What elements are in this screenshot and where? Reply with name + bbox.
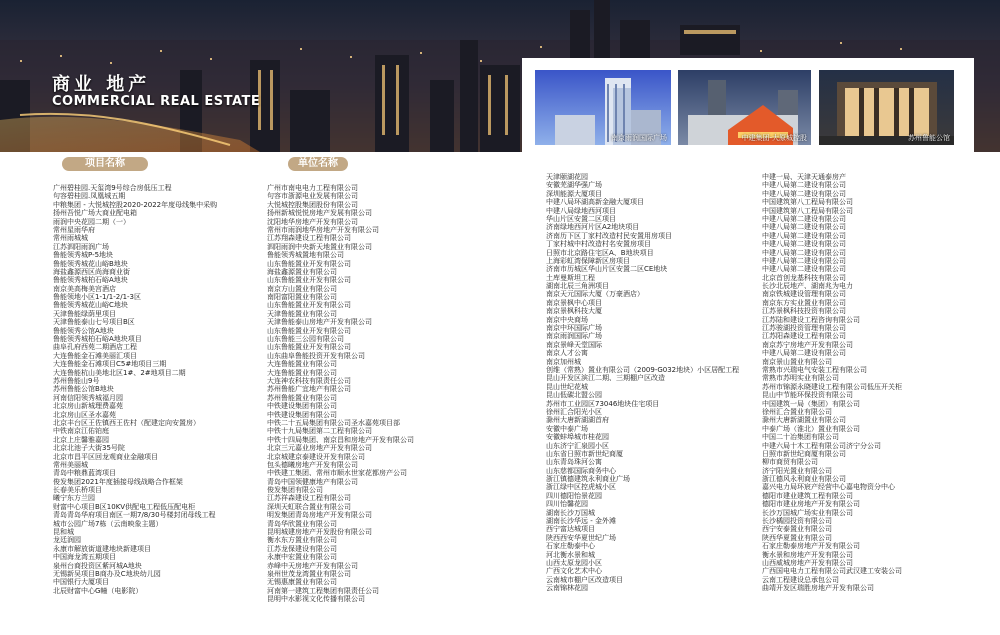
list-item: 常熟市兴瑞电气安装工程有限公司 xyxy=(762,365,867,374)
list-item: 江苏龙保建设有限公司 xyxy=(267,544,337,553)
list-item: 中建八局第二建设有限公司 xyxy=(762,181,846,190)
list-item: 中建八局第二建设有限公司 xyxy=(762,231,846,240)
list-item: 常州市雨润地华房地产开发有限公司 xyxy=(267,225,379,234)
list-item: 昆明城建房地产开发股份有限公司 xyxy=(267,528,372,537)
list-item: 苏州市工业园区73046地块住宅项目 xyxy=(546,399,660,408)
list-item: 济南绿地西河片区A2地块项目 xyxy=(546,223,640,232)
list-item: 山东鲁能置业开发有限公司 xyxy=(267,276,351,285)
list-item: 大连鲁能置业有限公司 xyxy=(267,360,337,369)
list-item: 昆明中水影视文化传播有限公司 xyxy=(267,595,365,604)
list-item: 城市公园广场7栋（云南映象主题） xyxy=(53,519,163,528)
list-item: 日照市北京路住宅区A、B地块项目 xyxy=(546,248,654,257)
list-item: 衡水景和房地产开发有限公司 xyxy=(762,550,853,559)
list-item: 云南锦林花园 xyxy=(546,584,588,593)
list-item: 沈阳地华房地产开发有限公司 xyxy=(267,217,358,226)
list-item: 中铁二十五局集团有限公司圣水嘉苑项目部 xyxy=(267,418,400,427)
list-item: 包头德曦房地产开发有限公司 xyxy=(267,460,358,469)
list-item: 长沙橘园投资有限公司 xyxy=(762,517,832,526)
list-item: 扬州新城悦悦房地产发展有限公司 xyxy=(267,209,372,218)
list-item: 永康中宏置业有限公司 xyxy=(267,553,337,562)
list-item: 大连鲁能金石滩美丽汇项目 xyxy=(53,351,137,360)
list-item: 鲁能领秀城花山峪B地块 xyxy=(53,259,128,268)
list-item: 明发集团青岛房地产开发有限公司 xyxy=(267,511,372,520)
list-item: 中国建筑一局（集团）有限公司 xyxy=(762,399,860,408)
list-item: 华山片区安置二区项目 xyxy=(546,214,616,223)
list-item: 南京景枫科技大厦 xyxy=(546,307,602,316)
list-item: 中建八局第二建设有限公司 xyxy=(762,349,846,358)
list-item: 苏州鲁能山9号 xyxy=(53,376,100,385)
list-item: 湖南北辰三角洲项目 xyxy=(546,282,609,291)
list-item: 四川怡馨花园 xyxy=(546,500,588,509)
list-item: 北辰财富中心G幢（电影院） xyxy=(53,586,143,595)
list-item: 中铁建设集团有限公司 xyxy=(267,402,337,411)
list-item: 中建八局第二建设有限公司 xyxy=(762,214,846,223)
list-item: 鲁能领秀公馆A地块 xyxy=(53,326,114,335)
list-item: 鲁能领秀城花山峪C地块 xyxy=(53,301,128,310)
list-item: 大连鲁能金石滩项目C5#地项目三期 xyxy=(53,360,167,369)
list-item: 济南市历城区华山片区安置二区CE地块 xyxy=(546,265,668,274)
list-item: 昆和城 xyxy=(53,528,74,537)
list-item: 中建八局绿地西河项目 xyxy=(546,206,616,215)
list-item: 滁州大唐新湖湖首府 xyxy=(546,416,609,425)
list-item: 海盐鑫源西区尚海商业街 xyxy=(53,267,130,276)
list-item: 陕西华夏置业有限公司 xyxy=(762,533,832,542)
list-item: 南京景山置业有限公司 xyxy=(762,357,832,366)
list-item: 丁家村城中村改造村名安置房项目 xyxy=(546,240,651,249)
list-item: 中铁建工集团、常州市顺水世家花都房产公司 xyxy=(267,469,407,478)
list-item: 南京景枫中心项目 xyxy=(546,298,602,307)
list-item: 河北衡水景和城 xyxy=(546,550,595,559)
list-item: 北京三元嘉业房地产开发有限公司 xyxy=(267,444,372,453)
section-title-cn: 商业 地产 xyxy=(52,74,151,95)
list-item: 中铁十九局集团第二工程有限公司 xyxy=(267,427,372,436)
list-item: 安徽中泰广场 xyxy=(546,424,588,433)
list-item: 苏州鲁能广宜地产有限公司 xyxy=(267,385,351,394)
list-item: 大连鲁能杭山美地北区1#、2#地项目二期 xyxy=(53,368,186,377)
list-item: 无锡惠康置业有限公司 xyxy=(267,578,337,587)
unit-list-left xyxy=(267,184,467,604)
list-item: 大悦城控股集团股份有限公司 xyxy=(267,200,358,209)
list-item: 济宁阳光置业有限公司 xyxy=(762,466,832,475)
list-item: 赤峰中天房地产开发有限公司 xyxy=(267,561,358,570)
list-item: 江苏景枫科技投资有限公司 xyxy=(762,307,846,316)
list-item: 云南工程建设总承包公司 xyxy=(762,575,839,584)
list-item: 俊发集团有限公司 xyxy=(267,486,323,495)
list-item: 北京房山区圣水嘉苑 xyxy=(53,410,116,419)
list-item: 浙江德风永利商业有限公司 xyxy=(762,475,846,484)
list-item: 嘉兴电力局环宸产经营中心嘉电物资分中心 xyxy=(762,483,895,492)
list-item: 山东曲阜鲁能投资开发有限公司 xyxy=(267,351,365,360)
list-item: 中建八局第二建设有限公司 xyxy=(762,223,846,232)
list-item: 安徽蚌埠城市桂花园 xyxy=(546,433,609,442)
list-item: 南京东方实业置业有限公司 xyxy=(762,298,846,307)
list-item: 徐州汇合置业有限公司 xyxy=(762,407,832,416)
list-item: 中铁十四局集团、南京昌和房地产开发有限公司 xyxy=(267,435,414,444)
list-item: 苏州市锦源永晓建设工程有限公司低压开关柜 xyxy=(762,382,902,391)
list-item: 西宁安泰置业有限公司 xyxy=(762,525,832,534)
list-item: 天津鲁能绿荫里项目 xyxy=(53,309,116,318)
project-list-left xyxy=(53,184,258,595)
list-item: 河南信阳领秀城福月园 xyxy=(53,393,123,402)
list-item: 德阳市建业房地产开发有限公司 xyxy=(762,500,860,509)
list-item: 中粮集团 - 大悦城控股2020-2022年度母线集中采购 xyxy=(53,200,218,209)
list-item: 中建六局十木工程有限公司济宁分公司 xyxy=(762,441,881,450)
photo-caption: 南京雨润国际广场 xyxy=(611,134,667,142)
list-item: 南京苏宁房地产开发有限公司 xyxy=(762,340,853,349)
list-item: 北京房山新城理费嘉苑 xyxy=(53,402,123,411)
list-item: 山东鲁能三公园有限公司 xyxy=(267,335,344,344)
list-item: 中建八局第二建设有限公司 xyxy=(762,189,846,198)
list-item: 中国银行大厦项目 xyxy=(53,578,109,587)
list-item: 中国建筑第八工程局有限公司 xyxy=(762,198,853,207)
list-item: 南京铁城建设管理有限公司 xyxy=(762,290,846,299)
list-item: 土库曼斯坦工程 xyxy=(546,273,595,282)
photo-caption: 中建集团-大原城控股 xyxy=(741,134,807,142)
list-item: 衡水东方置业有限公司 xyxy=(267,536,337,545)
list-item: 常州美丽城 xyxy=(53,460,88,469)
list-item: 江苏骏湖投资管理有限公司 xyxy=(762,324,846,333)
list-item: 山东省日照市新世纪商厦 xyxy=(546,449,623,458)
list-item: 南京景峰天堂国际 xyxy=(546,340,602,349)
list-item: 中建八局第二建设有限公司 xyxy=(762,265,846,274)
list-item: 长沙北辰地产、湖南兆为电力 xyxy=(762,282,853,291)
list-item: 南京人才公寓 xyxy=(546,349,588,358)
list-item: 中建八局第二建设有限公司 xyxy=(762,248,846,257)
list-item: 青岛青岛华府项目南区一期7/8/30号楼封闭母线工程 xyxy=(53,511,216,520)
list-item: 四川德阳怡景花园 xyxy=(546,491,602,500)
list-item: 苏州鲁能置业有限公司 xyxy=(267,393,337,402)
list-item: 昆山世纪花城 xyxy=(546,382,588,391)
list-item: 雨润中央花园二期（一） xyxy=(53,217,130,226)
list-item: 湖南长沙万国城 xyxy=(546,508,595,517)
list-item: 南阳富阳置业有限公司 xyxy=(267,293,337,302)
list-item: 曲阜孔府西苑二期酒店工程 xyxy=(53,343,137,352)
list-item: 北京上庄馨雅嘉园 xyxy=(53,435,109,444)
list-item: 南京美高梅美宫酒店 xyxy=(53,284,116,293)
list-item: 江苏翔森建设工程有限公司 xyxy=(267,234,351,243)
list-item: 日照市新世纪商厦有限公司 xyxy=(762,449,846,458)
list-item: 陕西西安华夏世纪广场 xyxy=(546,533,616,542)
list-item: 深圳天虹联合置业有限公司 xyxy=(267,502,351,511)
list-item: 北京市昌平区回龙观商业金融项目 xyxy=(53,452,158,461)
list-item: 青岛中国领健康地产有限公司 xyxy=(267,477,358,486)
list-item: 河南第一建筑工程集团有限责任公司 xyxy=(267,586,379,595)
list-item: 山东济宁汇泉园小区 xyxy=(546,441,609,450)
list-item: 广州市南电电力工程有限公司 xyxy=(267,184,358,192)
list-item: 鲁能领秀城P-5地块 xyxy=(53,251,114,260)
list-item: 江苏祥森建设工程有限公司 xyxy=(267,494,351,503)
list-item: 曲靖开发区瑞胜房地产开发有限公司 xyxy=(762,584,874,593)
list-item: 昆山中节能环保投资有限公司 xyxy=(762,391,853,400)
list-item: 中泰广场（淮北）置业有限公司 xyxy=(762,424,860,433)
list-item: 北京城建京泰建设开发有限公司 xyxy=(267,452,365,461)
list-item: 常州雨城城 xyxy=(53,234,88,243)
list-item: 北京首创龙基科技有限公司 xyxy=(762,273,846,282)
list-item: 句容碧桂园.凤凰城五期 xyxy=(53,192,126,201)
list-item: 南京方山置业有限公司 xyxy=(267,284,337,293)
list-item: 北京丰台区王佐镇西王佐村（配建定向安置房） xyxy=(53,418,200,427)
list-item: 无锡新吴项目B商办及C地块幼儿园 xyxy=(53,569,161,578)
list-item: 天津颐湖花园 xyxy=(546,173,588,181)
list-item: 山西威城房地产开发有限公司 xyxy=(762,558,853,567)
list-item: 中建八局第二建设有限公司 xyxy=(762,256,846,265)
list-item: 鲁能领秀城柏石峪A地块项目 xyxy=(53,335,142,344)
list-item: 青岛华欣置业有限公司 xyxy=(267,519,337,528)
list-item: 苏州鲁能公馆B地块 xyxy=(53,385,114,394)
list-item: 南京天元国际大厦（万豪酒店） xyxy=(546,290,644,299)
list-item: 浙江绿中区控虎城小区 xyxy=(546,483,616,492)
list-item: 徐州汇合阳光小区 xyxy=(546,407,602,416)
list-item: 山东鲁能置业开发有限公司 xyxy=(267,259,351,268)
list-item: 云南城市棚户区改造项目 xyxy=(546,575,623,584)
list-item: 深圳能源大厦项目 xyxy=(546,189,602,198)
header-project-name: 项目名称 xyxy=(62,157,148,171)
list-item: 俊发集团2021年度插接母线战略合作框架 xyxy=(53,477,183,486)
list-item: 句容市浙源电业发展有限公司 xyxy=(267,192,358,201)
list-item: 昆山开发区滨江二期、三期棚户区改造 xyxy=(546,374,665,383)
list-item: 天津鲁能置业有限公司 xyxy=(267,309,337,318)
list-item: 扬州吾悦广场大商业配电箱 xyxy=(53,209,137,218)
list-item: 山东青岛珠河公寓 xyxy=(546,458,602,467)
list-item: 江苏泗阳雨润广场 xyxy=(53,242,109,251)
list-item: 中国二十冶集团有限公司 xyxy=(762,433,839,442)
list-item: 北京北池子大街35号院 xyxy=(53,444,125,453)
list-item: 滁州大唐新湖置业有限公司 xyxy=(762,416,846,425)
list-item: 中铁建设集团有限公司 xyxy=(267,410,337,419)
list-item: 广州碧桂园.天玺湾9号综合房低压工程 xyxy=(53,184,172,192)
list-item: 江苏阳森建设工程有限公司 xyxy=(762,332,846,341)
list-item: 中建八局环湖高新金融大厦项目 xyxy=(546,198,644,207)
project-photo xyxy=(819,70,954,145)
list-item: 湖南长沙华远 - 金外滩 xyxy=(546,517,616,526)
list-item: 泉州世茂龙湾置业有限公司 xyxy=(267,569,351,578)
list-item: 石家庄勒泰中心 xyxy=(546,542,595,551)
list-item: 济南历下区丁家村改造村民安置用房项目 xyxy=(546,231,672,240)
list-item: 安徽芜湖华强广场 xyxy=(546,181,602,190)
list-item: 财富中心项目B区10KV供配电工程低压配电柜 xyxy=(53,502,196,511)
list-item: 柳市商贸有限公司 xyxy=(762,458,818,467)
header-unit-name: 单位名称 xyxy=(288,157,348,171)
list-item: 西宁富达城项目 xyxy=(546,525,595,534)
list-item: 中建八局第二建设有限公司 xyxy=(762,240,846,249)
list-item: 德阳市建业建筑工程有限公司 xyxy=(762,491,853,500)
list-item: 中铁南京江佑铂庭 xyxy=(53,427,109,436)
list-item: 天津鲁能泰山房地产开发有限公司 xyxy=(267,318,372,327)
list-item: 石家庄勒泰房地产开发有限公司 xyxy=(762,542,860,551)
list-item: 永康市解放街道建地块新建项目 xyxy=(53,544,151,553)
list-item: 鲁能领秀城置地有限公司 xyxy=(267,251,344,260)
list-item: 南京雨润国际广场 xyxy=(546,332,602,341)
list-item: 创维（常熟）置业有限公司（2009-G032地块）小区居配工程 xyxy=(546,365,740,374)
list-item: 天津鲁能泰山七号项目B区 xyxy=(53,318,135,327)
list-item: 广西国电电力工程有限公司武汉建工安装公司 xyxy=(762,567,902,576)
project-list-right xyxy=(546,173,756,593)
list-item: 曦宁东方兰园 xyxy=(53,494,95,503)
list-item: 南京中环国际广场 xyxy=(546,324,602,333)
list-item: 昆山低碳北盟公园 xyxy=(546,391,602,400)
unit-list-right xyxy=(762,173,992,593)
list-item: 中国建筑第八工程局有限公司 xyxy=(762,206,853,215)
list-item: 山东慈都国际商务中心 xyxy=(546,466,616,475)
list-item: 山东鲁能置业开发有限公司 xyxy=(267,301,351,310)
list-item: 中国海龙湾五期项目 xyxy=(53,553,116,562)
photo-strip xyxy=(522,58,974,156)
list-item: 上海彩虹湾保障新区房项目 xyxy=(546,256,630,265)
list-item: 南京加州城 xyxy=(546,357,581,366)
list-item: 山东鲁能置业开发有限公司 xyxy=(267,343,351,352)
list-item: 大连神农科技有限责任公司 xyxy=(267,376,351,385)
list-item: 长沙万国城广场实业有限公司 xyxy=(762,508,853,517)
list-item: 江苏陆和建设工程咨询有限公司 xyxy=(762,315,860,324)
list-item: 常熟市苏明实业有限公司 xyxy=(762,374,839,383)
section-title-en: COMMERCIAL REAL ESTATE xyxy=(52,94,261,109)
list-item: 青岛中粮鼎蓝湾项目 xyxy=(53,469,116,478)
list-item: 浙江镇德建筑永利商业广场 xyxy=(546,475,630,484)
list-item: 大连鲁能置业有限公司 xyxy=(267,368,337,377)
list-item: 长春美乐桥项目 xyxy=(53,486,102,495)
list-item: 广西文化艺术中心 xyxy=(546,567,602,576)
list-item: 泉州台商投资区紫河城A地块 xyxy=(53,561,142,570)
list-item: 中建一局、天津天通泰房产 xyxy=(762,173,846,181)
list-item: 常州星雨华府 xyxy=(53,225,95,234)
list-item: 泗阳雨润中央新天地置业有限公司 xyxy=(267,242,372,251)
list-item: 山东鲁能置业开发有限公司 xyxy=(267,326,351,335)
list-item: 山西太原龙园小区 xyxy=(546,558,602,567)
list-item: 南京中央商场 xyxy=(546,315,588,324)
list-item: 龙廷润园 xyxy=(53,536,81,545)
list-item: 鲁能领秀城柏石峪A地块 xyxy=(53,276,128,285)
list-item: 海盐鑫源置业有限公司 xyxy=(267,267,337,276)
project-photo xyxy=(535,70,671,145)
project-photo xyxy=(678,70,811,145)
list-item: 鲁能领地小区1-1/1-2/1-3区 xyxy=(53,293,142,302)
photo-caption: 苏州鲁能公馆 xyxy=(908,134,950,142)
